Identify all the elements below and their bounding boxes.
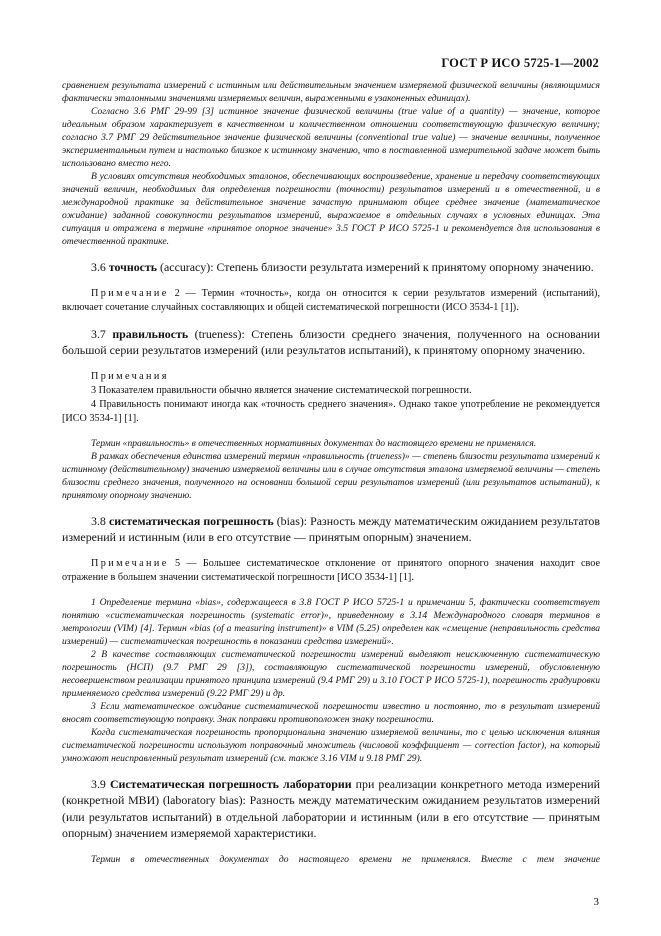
document-header: ГОСТ Р ИСО 5725-1—2002 — [441, 56, 599, 70]
document-body — [62, 79, 600, 866]
definition-3-7: 3.7 правильность (trueness): Степень близости среднего значения, полученного на основании большой серии результатов измерений (или результатов испытаний), к принятому опорному значению. — [62, 326, 600, 357]
commentary-paragraph: Термин в отечественных документах до настоящего времени не применялся. Вместе с тем значение — [91, 853, 600, 865]
page-number: 3 — [593, 896, 599, 908]
definition-3-9: 3.9 Систематическая погрешность лаборатории при реализации конкретного метода измерений (конкретной МВИ) (laboratory bias): Разность между математическим ожиданием результатов измерений (или результатов испытаний) в отдельной лаборатории и истинным (или в его отсутствие — принятым опорным) значением измеряемой характеристики. — [62, 776, 600, 840]
note-label: Примечание — [91, 287, 169, 299]
commentary-paragraph: сравнением результата измерений с истинным или действительным значением измеряемой физической величины (являющимися фактически эталонными значениями измеряемых величин, выраженными в узаконенных единицах). — [62, 80, 600, 104]
note-2: Примечание 2 — Термин «точность», когда он относится к серии результатов измерений (испытаний), включает сочетание случайных составляющих и общей систематической погрешности (ИСО 3534-1 [1]). — [62, 287, 600, 313]
commentary-paragraph: В условиях отсутствия необходимых эталонов, обеспечивающих воспроизведение, хранение и передачу соответствующих значений величин, необходимых для определения погрешности (точности) результатов измерений и в отечественной, и в международной практике за действительное значение зачастую принимают общее среднее значение (математическое ожидание) заданной совокупности результатов измерений, выражаемое в отдельных случаях в условных единицах. Эта ситуация и отражена в термине «принятое опорное значение» 3.5 ГОСТ Р ИСО 5725-1 и рекомендуется для использования в отечественной практике. — [62, 171, 600, 247]
term: правильность — [112, 326, 189, 341]
commentary-paragraph: Когда систематическая погрешность пропорциональна значению измеряемой величины, то с целью исключения влияния систематической погрешности используют поправочный множитель (числовой коэффициент — correction factor), на который умножают неисправленный результат измерений (см. также 3.16 VIM и 9.18 РМГ 29). — [62, 726, 600, 764]
commentary-paragraph: Термин «правильность» в отечественных нормативных документах до настоящего времени не применялся. — [91, 437, 537, 449]
commentary-paragraph: Согласно 3.6 РМГ 29-99 [3] истинное значение физической величины (true value of a quantity) — значение, которое идеальным образом характеризует в качественном и количественном отношении соответствующую физическую величину; согласно 3.7 РМГ 29 действительное значение физической величины (conventional true value) — значение величины, полученное экспериментальным путем и настолько близкое к истинному значению, что в поставленной измерительной задаче может быть использовано вместо него. — [62, 106, 600, 169]
definition-3-8: 3.8 систематическая погрешность (bias): Разность между математическим ожиданием результатов измерений и истинным (или в его отсутствие — принятым опорным) значением. — [62, 513, 600, 544]
commentary-paragraph: 1 Определение термина «bias», содержащееся в 3.8 ГОСТ Р ИСО 5725-1 и примечании 5, фактически соответствует понятию «систематическая погрешность (systematic error)», приведенному в 3.14 Международного словаря терминов в метрологии (VIM) [4]. Термин «bias (of a measuring instrument)» в VIM (5.25) определен как «смещение (неправильность средства измерений) — систематическая погрешность в показании средства измерений». — [62, 596, 600, 647]
commentary-paragraph: 2 В качестве составляющих систематической погрешности измерений выделяют неисключенную систематическую погрешность (НСП) (9.7 РМГ 29 [3]), составляющую систематической погрешности измерений, обусловленную несовершенством реализации принятого принципа измерений (9.4 РМГ 29) и 3.10 ГОСТ Р ИСО 5725-1), погрешность градуировки применяемого средства измерений (9.22 РМГ 29) и др. — [62, 648, 600, 699]
note-label: Примечание — [91, 557, 169, 569]
term: Систематическая погрешность лаборатории — [109, 776, 352, 791]
note-4: 4 Правильность понимают иногда как «точность среднего значения». Однако такое употребление не рекомендуется [ИСО 3534-1] [1]. — [62, 398, 600, 424]
term: систематическая погрешность — [108, 513, 274, 528]
definition-3-6: 3.6 точность (accuracy): Степень близости результата измерений к принятому опорному значению. — [91, 260, 594, 274]
commentary-paragraph: В рамках обеспечения единства измерений термин «правильность (trueness)» — степень близости результата измерений к истинному (действительному) значению измеряемой величины или в случае отсутствия эталона измеряемой величины — степень близости среднего значения, полученного на основании большой серии результатов измерений (или результатов испытаний), к принятому опорному значению. — [62, 450, 600, 501]
commentary-paragraph: 3 Если математическое ожидание систематической погрешности известно и постоянно, то в результат измерений вносят соответствующую поправку. Знак поправки противоположен знаку погрешности. — [62, 700, 600, 725]
term: точность — [108, 260, 158, 274]
note-3: 3 Показателем правильности обычно является значение систематической погрешности. — [91, 384, 472, 396]
notes-label: Примечания — [91, 370, 169, 382]
note-5: Примечание 5 — Большее систематическое отклонение от принятого опорного значения находит свое отражение в большем значении систематической погрешности [ИСО 3534-1] [1]. — [62, 557, 600, 583]
